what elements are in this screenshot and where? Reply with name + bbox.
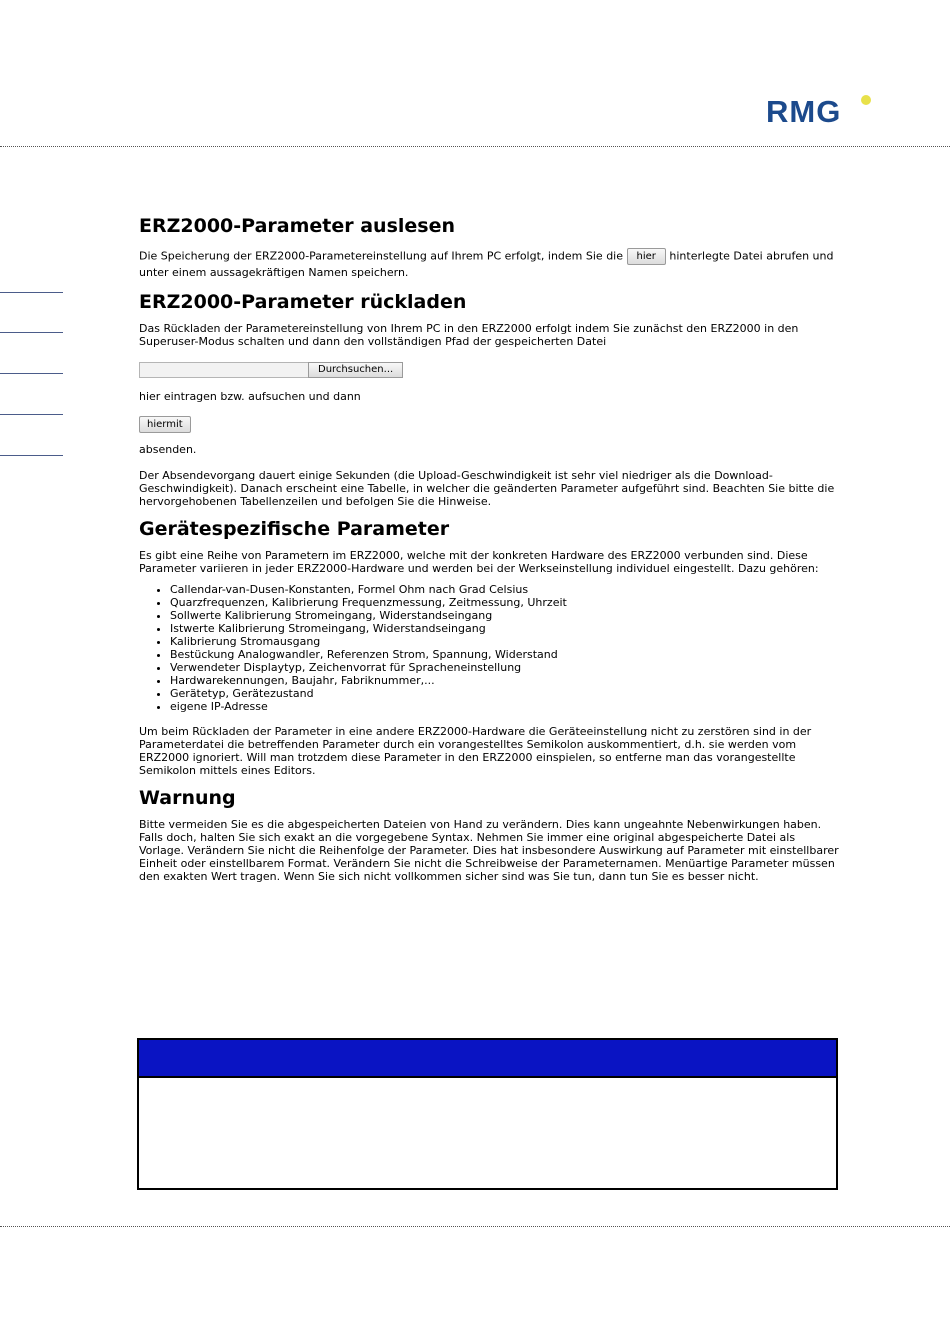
heading-read-parameters: ERZ2000-Parameter auslesen: [139, 215, 455, 237]
file-path-input[interactable]: [139, 362, 308, 378]
heading-reload-parameters: ERZ2000-Parameter rückladen: [139, 291, 467, 313]
list-item: • Kalibrierung Stromausgang: [170, 635, 839, 648]
dialog-box: [137, 1038, 838, 1190]
browse-button[interactable]: Durchsuchen...: [308, 362, 403, 378]
list-item: • Bestückung Analogwandler, Referenzen Strom, Spannung, Widerstand: [170, 648, 839, 661]
file-upload-control: [139, 362, 839, 378]
list-item: • Callendar-van-Dusen-Konstanten, Formel Ohm nach Grad Celsius: [170, 583, 839, 596]
side-nav-line: [0, 292, 63, 293]
read-text-after: hinterlegte Datei abrufen und unter einem aussagekräftigen Namen speichern.: [139, 249, 834, 279]
heading-device-parameters: Gerätespezifische Parameter: [139, 518, 450, 540]
after-submit-text: absenden.: [139, 443, 197, 456]
read-paragraph: [139, 248, 839, 281]
list-item: • Gerätetyp, Gerätezustand: [170, 687, 839, 700]
list-item: • Quarzfrequenzen, Kalibrierung Frequenzmessung, Zeitmessung, Uhrzeit: [170, 596, 839, 609]
submit-upload-button[interactable]: hiermit: [139, 416, 191, 433]
logo-dot: [861, 95, 871, 105]
upload-note: Der Absendevorgang dauert einige Sekunden (die Upload-Geschwindigkeit ist sehr viel niedriger als die Download-Geschwindigkeit). Danach erscheint eine Tabelle, in welcher die geänderten Parameter aufgeführt sind. Beachten Sie bitte die hervorgehobenen Tabellenzeilen und befolgen Sie die Hinweise.: [139, 469, 835, 508]
list-item: • Hardwarekennungen, Baujahr, Fabriknummer,...: [170, 674, 839, 687]
read-text-before: Die Speicherung der ERZ2000-Parametereinstellung auf Ihrem PC erfolgt, indem Sie die: [139, 249, 624, 263]
list-item: • Istwerte Kalibrierung Stromeingang, Widerstandseingang: [170, 622, 839, 635]
device-intro: Es gibt eine Reihe von Parametern im ERZ2000, welche mit der konkreten Hardware des ERZ2000 verbunden sind. Diese Parameter variieren in jeder ERZ2000-Hardware und werden bei der Werkseinstellung individuel eingestellt. Dazu gehören:: [139, 549, 819, 575]
after-file-text: hier eintragen bzw. aufsuchen und dann: [139, 390, 361, 403]
device-parameter-list: [139, 583, 839, 713]
list-item: • Sollwerte Kalibrierung Stromeingang, Widerstandseingang: [170, 609, 839, 622]
main-content: [139, 213, 839, 883]
list-item: • Verwendeter Displaytyp, Zeichenvorrat für Spracheneinstellung: [170, 661, 839, 674]
reload-intro: Das Rückladen der Parametereinstellung von Ihrem PC in den ERZ2000 erfolgt indem Sie zunächst den ERZ2000 in den Superuser-Modus schalten und dann den vollständigen Pfad der gespeicherten Datei: [139, 322, 799, 348]
warning-text: Bitte vermeiden Sie es die abgespeicherten Dateien von Hand zu verändern. Dies kann ungeahnte Nebenwirkungen haben. Falls doch, halten Sie sich exakt an die vorgegebene Syntax. Nehmen Sie immer eine original abgespeicherte Datei als Vorlage. Verändern Sie nicht die Reihenfolge der Parameter. Dies hat insbesondere Auswirkung auf Parameter mit einstellbarer Einheit oder einstellbarem Format. Verändern Sie nicht die Schreibweise der Parameternamen. Menüartige Parameter müssen den exakten Wert tragen. Wenn Sie sich nicht vollkommen sicher sind was Sie tun, dann tun Sie es besser nicht.: [139, 818, 839, 883]
list-item: • eigene IP-Adresse: [170, 700, 839, 713]
side-nav-line: [0, 455, 63, 456]
side-nav-line: [0, 332, 63, 333]
side-nav-line: [0, 373, 63, 374]
footer-divider: [0, 1226, 950, 1227]
header-divider: [0, 146, 950, 147]
device-outro: Um beim Rückladen der Parameter in eine andere ERZ2000-Hardware die Geräteeinstellung nicht zu zerstören sind in der Parameterdatei die betreffenden Parameter durch ein vorangestelltes Semikolon auskommentiert, d.h. sie werden vom ERZ2000 ignoriert. Will man trotzdem diese Parameter in den ERZ2000 einspielen, so entferne man das vorangestellte Semikolon mittels eines Editors.: [139, 725, 812, 777]
heading-warning: Warnung: [139, 787, 236, 809]
dialog-title-bar: [139, 1040, 836, 1078]
download-here-button[interactable]: hier: [627, 248, 666, 265]
side-nav-line: [0, 414, 63, 415]
logo-text: RMG: [766, 94, 842, 129]
